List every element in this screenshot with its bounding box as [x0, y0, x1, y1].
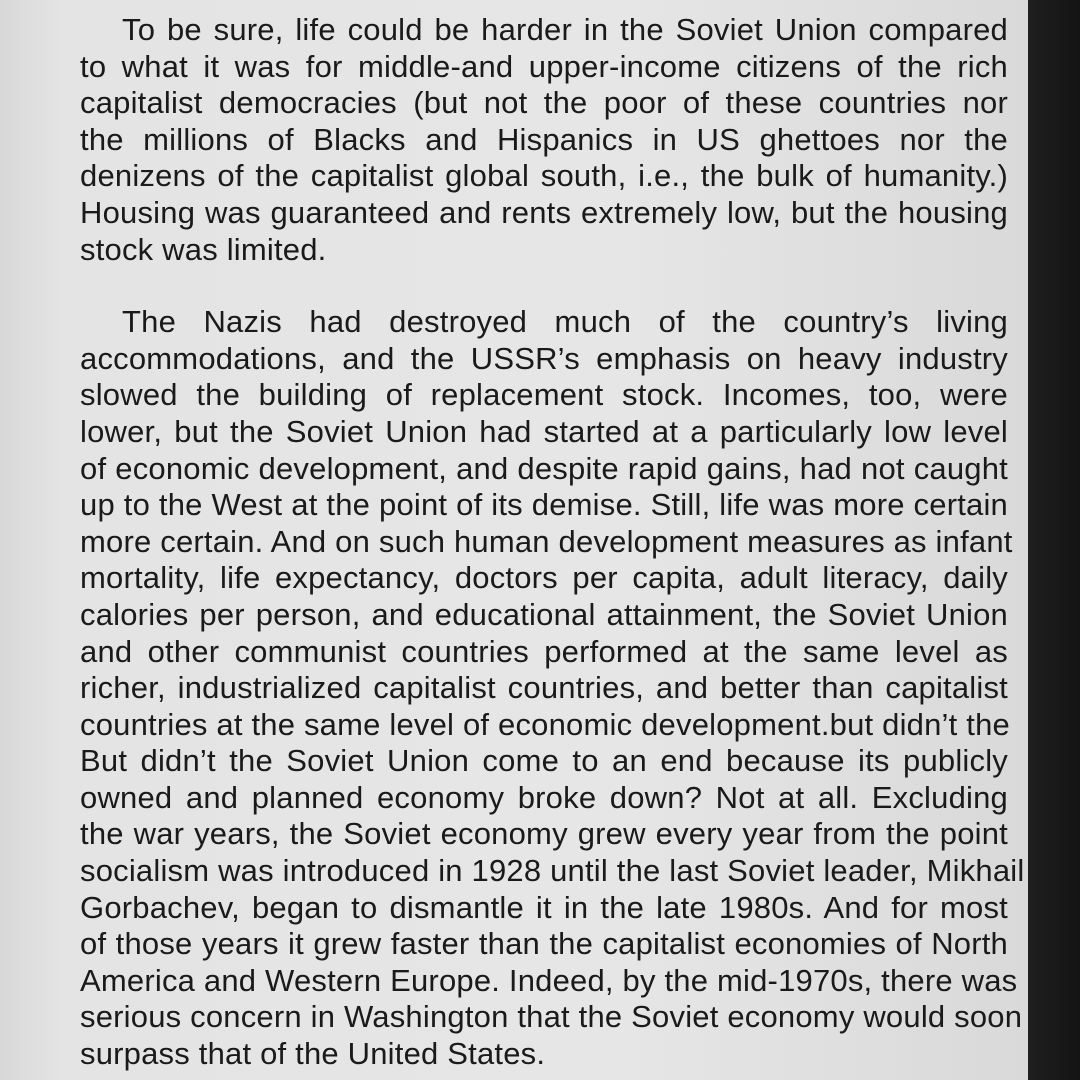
text-line: the war years, the Soviet economy grew every year from the point — [80, 816, 1008, 852]
text-line: capitalist democracies (but not the poor of these countries nor — [80, 85, 1008, 121]
text-line: richer, industrialized capitalist countries, and better than capitalist — [80, 670, 1008, 706]
text-line: the millions of Blacks and Hispanics in US ghettoes nor the — [80, 121, 1008, 157]
text-line: stock was limited. — [80, 231, 327, 267]
text-line: slowed the building of replacement stock. Incomes, too, were — [80, 377, 1008, 413]
text-line: But didn’t the Soviet Union come to an end because its publicly — [80, 743, 1008, 779]
text-line: accommodations, and the USSR’s emphasis on heavy industry — [80, 340, 1008, 376]
text-line: more certain. And on such human development measures as infant — [80, 523, 1013, 559]
text-line: to what it was for middle-and upper-income citizens of the rich — [80, 48, 1008, 84]
text-line: lower, but the Soviet Union had started at a particularly low level — [80, 413, 1008, 449]
text-line: Housing was guaranteed and rents extremely low, but the housing — [80, 194, 1008, 230]
paragraph-2 — [80, 304, 1025, 1072]
text-line: serious concern in Washington that the Soviet economy would soon — [80, 999, 1023, 1035]
text-line: mortality, life expectancy, doctors per capita, adult literacy, daily — [80, 560, 1008, 596]
text-line: America and Western Europe. Indeed, by the mid-1970s, there was — [80, 962, 1018, 998]
text-line: of those years it grew faster than the capitalist economies of North — [80, 926, 1008, 962]
text-line: up to the West at the point of its demise. Still, life was more certain — [80, 487, 1008, 523]
text-line: Gorbachev, began to dismantle it in the late 1980s. And for most — [80, 889, 1008, 925]
text-line: The Nazis had destroyed much of the country’s living — [122, 304, 1008, 340]
page-edge-shadow — [1028, 0, 1080, 1080]
text-line: surpass that of the United States. — [80, 1036, 546, 1072]
text-line: owned and planned economy broke down? Not at all. Excluding — [80, 779, 1008, 815]
text-line: denizens of the capitalist global south, i.e., the bulk of humanity.) — [80, 158, 1008, 194]
text-line: countries at the same level of economic development.but didn’t the — [80, 706, 1010, 742]
paragraph-1 — [80, 12, 1008, 268]
text-line: and other communist countries performed at the same level as — [80, 633, 1008, 669]
text-line: To be sure, life could be harder in the Soviet Union compared — [122, 12, 1008, 47]
text-line: calories per person, and educational attainment, the Soviet Union — [80, 596, 1008, 632]
page-text — [80, 12, 1025, 1073]
text-line: of economic development, and despite rapid gains, had not caught — [80, 450, 1008, 486]
text-line: socialism was introduced in 1928 until the last Soviet leader, Mikhail — [80, 853, 1025, 889]
